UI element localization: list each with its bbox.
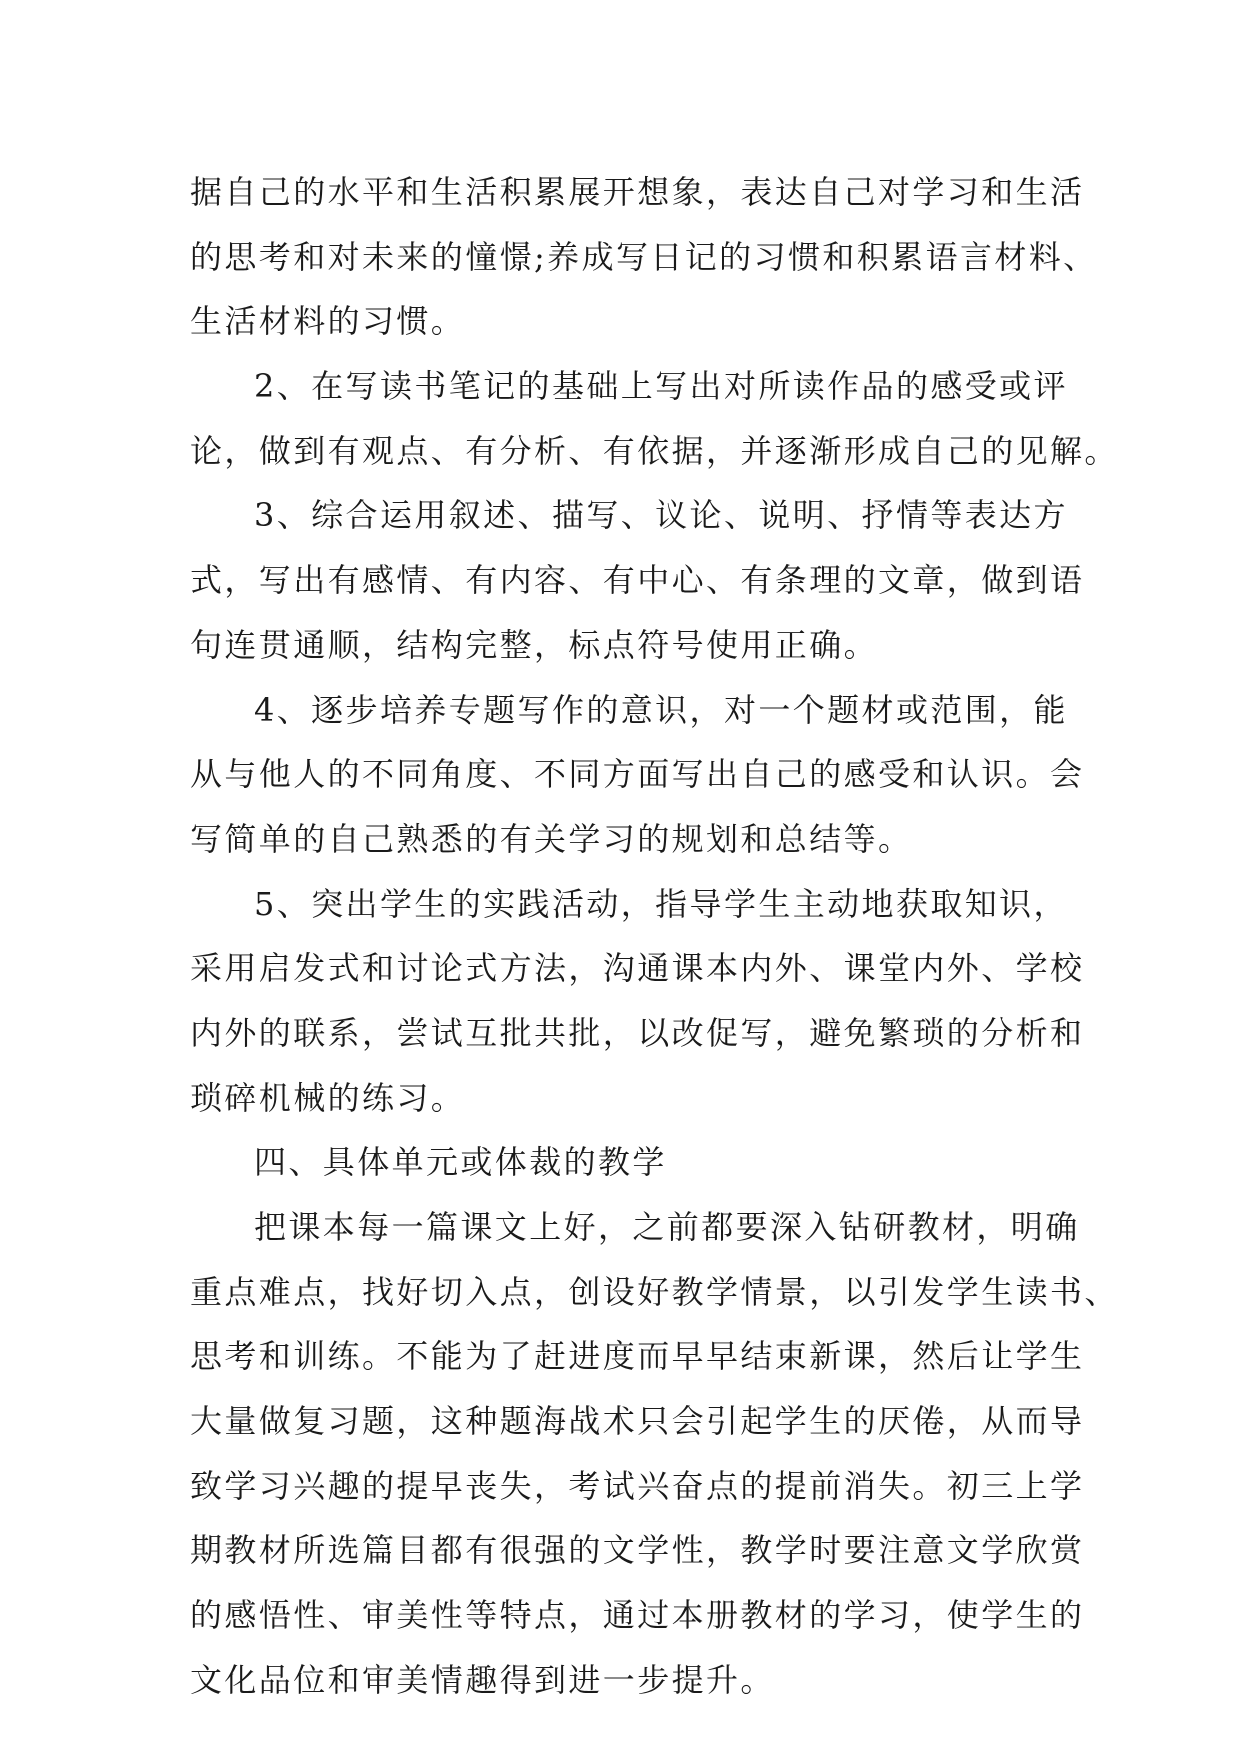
text-line: 据自己的水平和生活积累展开想象，表达自己对学习和生活 [190,173,1085,211]
text-line: 的思考和对未来的憧憬;养成写日记的习惯和积累语言材料、 [190,237,1098,276]
text-line: 把课本每一篇课文上好，之前都要深入钻研教材，明确 [254,1208,1080,1246]
text-line: 思考和训练。不能为了赶进度而早早结束新课，然后让学生 [190,1337,1085,1376]
text-line: 的感悟性、审美性等特点，通过本册教材的学习，使学生的 [190,1596,1085,1635]
text-line: 内外的联系，尝试互批共批，以改促写，避免繁琐的分析和 [190,1013,1085,1052]
text-line: 采用启发式和讨论式方法，沟通课本内外、课堂内外、学校 [190,949,1085,988]
text-line: 从与他人的不同角度、不同方面写出自己的感受和认识。会 [190,755,1085,794]
text-line: 2、在写读书笔记的基础上写出对所读作品的感受或评 [254,367,1068,406]
text-line: 致学习兴趣的提早丧失，考试兴奋点的提前消失。初三上学 [190,1466,1085,1505]
text-line: 式，写出有感情、有内容、有中心、有条理的文章，做到语 [190,561,1085,600]
text-line: 写简单的自己熟悉的有关学习的规划和总结等。 [190,819,913,858]
text-line: 4、逐步培养专题写作的意识，对一个题材或范围，能 [254,690,1068,729]
document-body [190,160,1119,1713]
text-line: 文化品位和审美情趣得到进一步提升。 [190,1660,775,1699]
text-line: 3、综合运用叙述、描写、议论、说明、抒情等表达方 [254,496,1068,535]
text-line: 期教材所选篇目都有很强的文学性，教学时要注意文学欣赏 [190,1531,1085,1570]
text-line: 句连贯通顺，结构完整，标点符号使用正确。 [190,625,879,664]
text-line: 论，做到有观点、有分析、有依据，并逐渐形成自己的见解。 [190,431,1119,470]
text-line: 5、突出学生的实践活动，指导学生主动地获取知识， [254,884,1068,923]
text-line: 生活材料的习惯。 [190,302,466,341]
text-line: 琐碎机械的练习。 [190,1078,466,1117]
section-heading: 四、具体单元或体裁的教学 [254,1143,667,1182]
text-line: 大量做复习题，这种题海战术只会引起学生的厌倦，从而导 [190,1402,1085,1441]
text-line: 重点难点，找好切入点，创设好教学情景，以引发学生读书、 [190,1272,1119,1311]
